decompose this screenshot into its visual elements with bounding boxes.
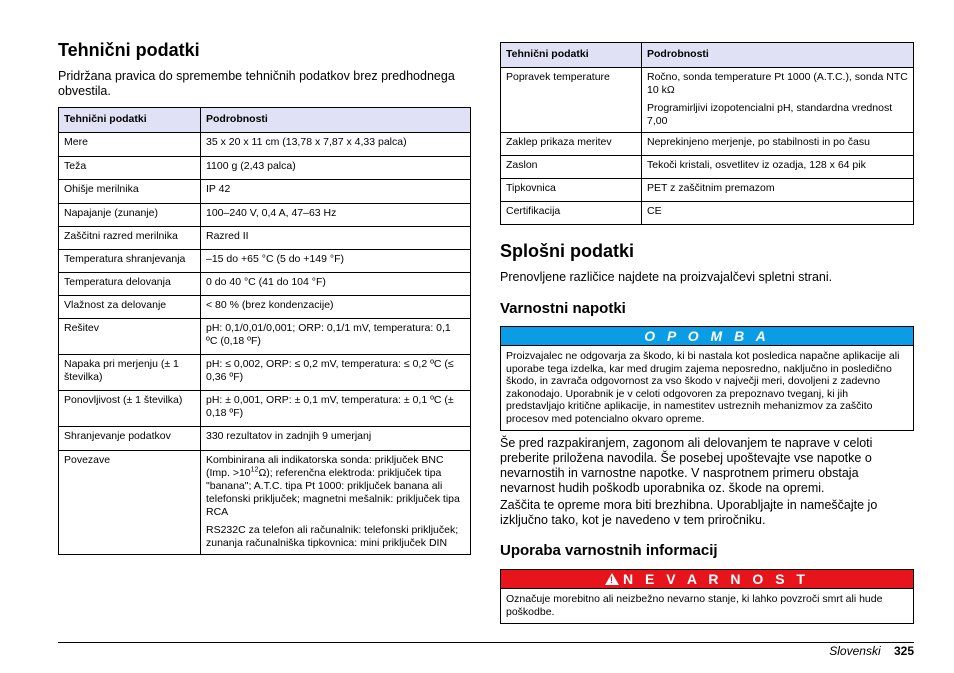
warning-triangle-icon: ! [605, 573, 619, 585]
table-row [59, 273, 471, 296]
table-row [59, 157, 471, 180]
column-header: Tehnični podatki [59, 108, 201, 133]
spec-detail: Razred II [201, 227, 471, 250]
table-row [59, 391, 471, 427]
spec-name: Napajanje (zunanje) [59, 204, 201, 227]
spec-detail: CE [642, 202, 914, 225]
table-row [59, 133, 471, 157]
spec-name: Napaka pri merjenju (± 1 številka) [59, 355, 201, 391]
danger-label: N E V A R N O S T [623, 571, 809, 587]
spec-name: Zaklep prikaza meritev [501, 133, 642, 156]
table-row [501, 202, 914, 225]
danger-header [501, 570, 913, 589]
table-row [59, 427, 471, 451]
section-title-technical-data: Tehnični podatki [58, 40, 200, 60]
note-label: O P O M B A [501, 327, 913, 346]
section-title-usage-safety-info: Uporaba varnostnih informacij [500, 542, 718, 559]
table-row [59, 296, 471, 319]
safety-paragraph-1: Še pred razpakiranjem, zagonom ali delovanjem te naprave v celoti preberite priložena navodila. Še posebej upoštevajte vse napotke o nevarnostih in varnostne napotke. V nasprotnem primeru obstaja nevarnost hudih poškodb uporabnika oz. škode na opremi. [500, 436, 873, 495]
spec-name: Temperatura shranjevanja [59, 250, 201, 273]
table-row [59, 451, 471, 555]
spec-name: Vlažnost za delovanje [59, 296, 201, 319]
spec-name: Ohišje merilnika [59, 180, 201, 204]
spec-detail [201, 451, 471, 555]
note-box [500, 326, 914, 431]
temp-correction-detail-b: Programirljivi izopotencialni pH, standardna vrednost 7,00 [647, 102, 893, 127]
spec-name: Zaščitni razred merilnika [59, 227, 201, 250]
spec-detail: PET z zaščitnim premazom [642, 179, 914, 202]
connections-detail-b: RS232C za telefon ali računalnik: telefonski priključek; zunanja računalniška tipkovnica: mini priključek DIN [206, 524, 459, 549]
spec-name: Povezave [59, 451, 201, 555]
spec-detail: pH: ≤ 0,002, ORP: ≤ 0,2 mV, temperatura: ≤ 0,2 ºC (≤ 0,36 ºF) [201, 355, 471, 391]
danger-text: Označuje morebitno ali neizbežno nevarno stanje, ki lahko povzroči smrt ali hude poškodbe. [506, 593, 883, 618]
spec-detail: IP 42 [201, 180, 471, 204]
spec-name: Mere [59, 133, 201, 157]
column-header: Podrobnosti [642, 43, 914, 68]
section-title-safety: Varnostni napotki [500, 300, 626, 317]
table-row [59, 180, 471, 204]
danger-box [500, 569, 914, 624]
safety-paragraph-2: Zaščita te opreme mora biti brezhibna. Uporabljajte in nameščajte jo izključno tako, kot je navedeno v tem priročniku. [500, 498, 878, 527]
column-header: Tehnični podatki [501, 43, 642, 68]
footer-rule [58, 642, 914, 643]
table-row [59, 227, 471, 250]
spec-name: Ponovljivost (± 1 številka) [59, 391, 201, 427]
spec-name: Teža [59, 157, 201, 180]
spec-table-left [58, 107, 471, 555]
spec-name: Zaslon [501, 156, 642, 179]
spec-name: Tipkovnica [501, 179, 642, 202]
temp-correction-detail-a: Ročno, sonda temperature Pt 1000 (A.T.C.), sonda NTC 10 kΩ [647, 71, 908, 96]
table-row [59, 355, 471, 391]
spec-detail: –15 do +65 °C (5 do +149 °F) [201, 250, 471, 273]
footer-language: Slovenski [829, 644, 881, 658]
spec-detail: 35 x 20 x 11 cm (13,78 x 7,87 x 4,33 palca) [201, 133, 471, 157]
spec-table-right [500, 42, 914, 225]
table-header-row [501, 43, 914, 68]
page-footer [829, 644, 914, 658]
table-row [501, 179, 914, 202]
spec-name: Shranjevanje podatkov [59, 427, 201, 451]
spec-detail [642, 68, 914, 133]
spec-detail: pH: 0,1/0,01/0,001; ORP: 0,1/1 mV, temperatura: 0,1 ºC (0,18 ºF) [201, 319, 471, 355]
spec-detail: 330 rezultatov in zadnjih 9 umerjanj [201, 427, 471, 451]
section-title-general-data: Splošni podatki [500, 241, 635, 261]
column-header: Podrobnosti [201, 108, 471, 133]
table-row [501, 133, 914, 156]
connections-detail-a: Kombinirana ali indikatorska sonda: priključek BNC (Imp. $>10^{12}\Omega$); referenčna elektroda: priključek tipa "banana"; A.T.C. tipa Pt 1000: priključek banana ali telefonski priključek; magnetni mešalnik: priključek tipa RCA [206, 454, 460, 518]
spec-name: Popravek temperature [501, 68, 642, 133]
spec-name: Rešitev [59, 319, 201, 355]
spec-detail: 1100 g (2,43 palca) [201, 157, 471, 180]
spec-detail: Tekoči kristali, osvetlitev iz ozadja, 128 x 64 pik [642, 156, 914, 179]
spec-name: Certifikacija [501, 202, 642, 225]
table-row [59, 319, 471, 355]
note-text: Proizvajalec ne odgovarja za škodo, ki bi nastala kot posledica napačne aplikacije ali uporabe tega izdelka, kar med drugim zajema neposredno, naključno in posledično škodo, in zavrača odgovornost za vso škodo v največji meri, dovoljeni z zadevno zakonodajo. Uporabnik je v celoti odgovoren za prepoznavo tveganj, ki jih predstavljajo kritične aplikacije, in namestitev ustreznih mehanizmov za zaščito procesov med potencialno okvaro opreme. [506, 350, 900, 425]
general-text: Prenovljene različice najdete na proizvajalčevi spletni strani. [500, 270, 833, 284]
intro-text: Pridržana pravica do spremembe tehničnih podatkov brez predhodnega obvestila. [58, 69, 455, 98]
table-row [501, 68, 914, 133]
table-row [501, 156, 914, 179]
page-number: 325 [893, 644, 914, 658]
table-row [59, 204, 471, 227]
spec-name: Temperatura delovanja [59, 273, 201, 296]
table-header-row [59, 108, 471, 133]
spec-detail: pH: ± 0,001, ORP: ± 0,1 mV, temperatura: ± 0,1 ºC (± 0,18 ºF) [201, 391, 471, 427]
spec-detail: < 80 % (brez kondenzacije) [201, 296, 471, 319]
table-row [59, 250, 471, 273]
spec-detail: 100–240 V, 0,4 A, 47–63 Hz [201, 204, 471, 227]
spec-detail: Neprekinjeno merjenje, po stabilnosti in po času [642, 133, 914, 156]
spec-detail: 0 do 40 °C (41 do 104 °F) [201, 273, 471, 296]
